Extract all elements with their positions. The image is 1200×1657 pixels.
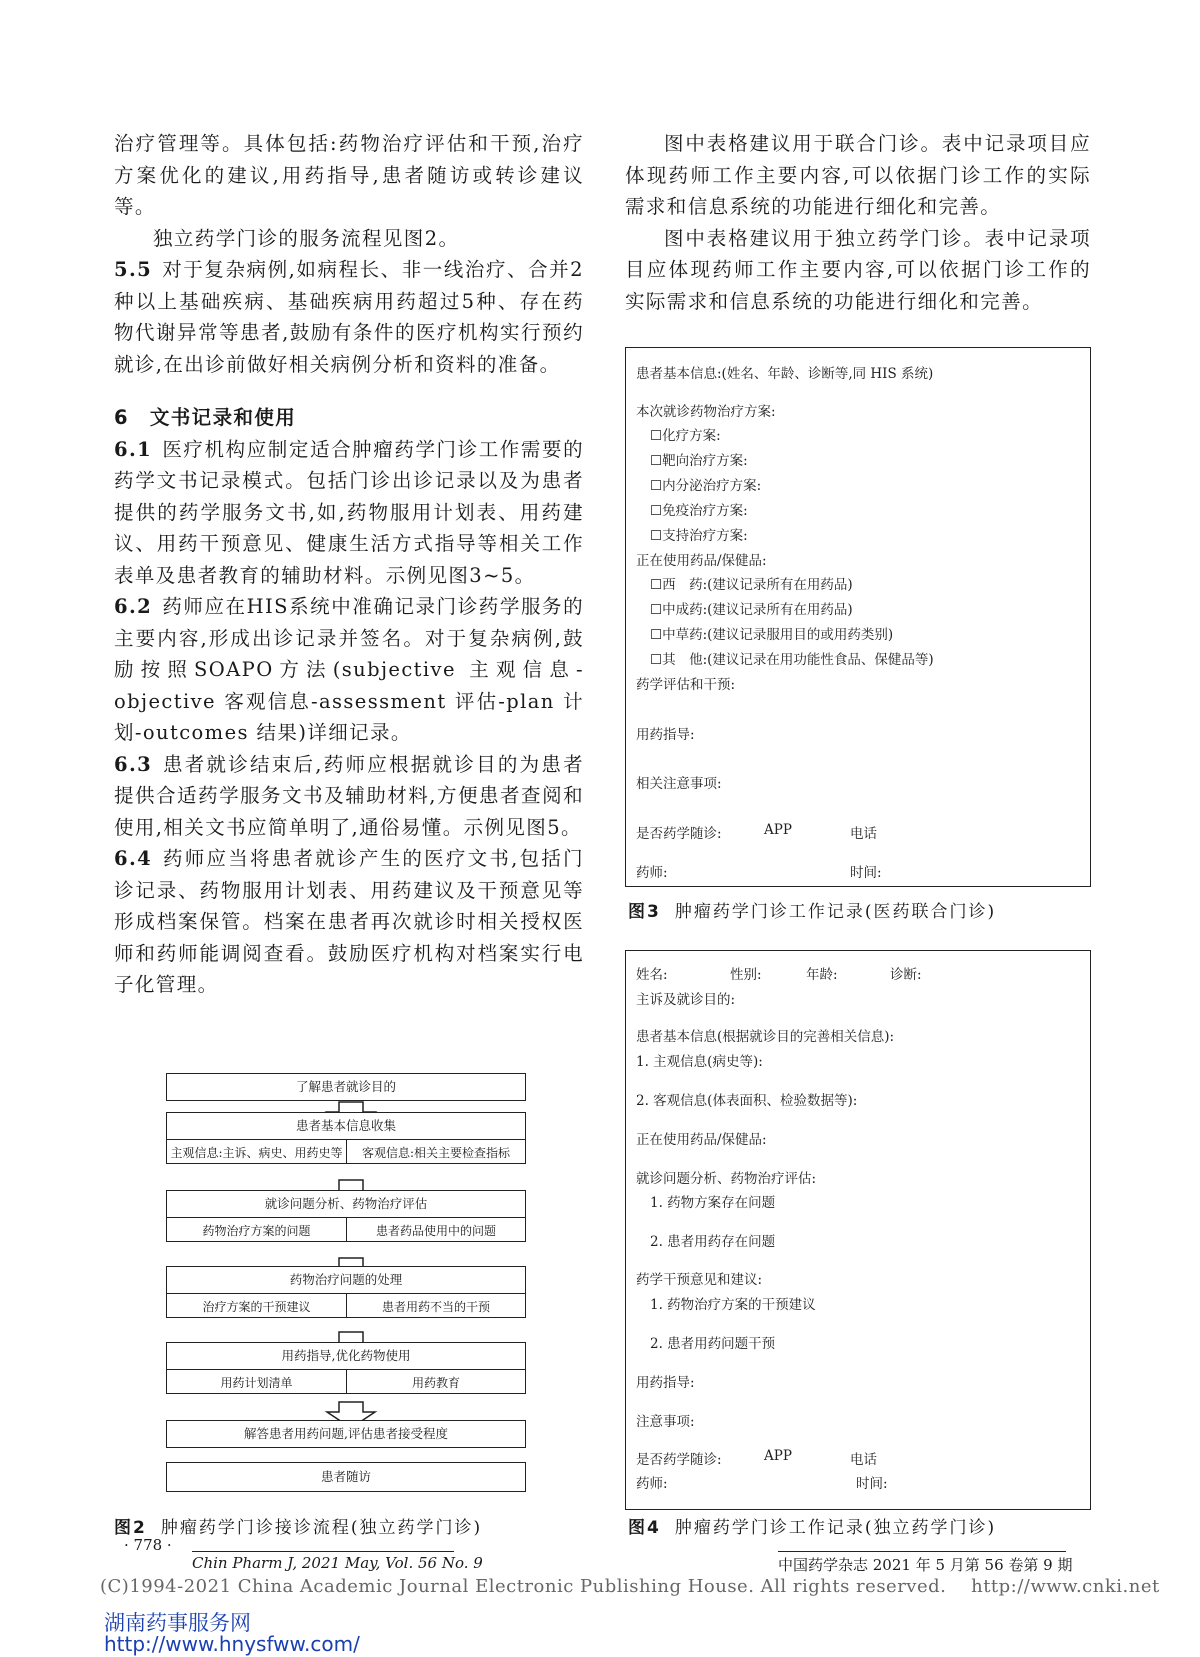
copyright-notice: (C)1994-2021 China Academic Journal Electronic Publishing House. All rights reserved. http://www.cnki.net: [100, 1576, 1160, 1597]
guidance-label: 用药指导:: [636, 1375, 695, 1391]
footer-journal-en: Chin Pharm J, 2021 May, Vol. 56 No. 9: [192, 1554, 483, 1572]
gender-label: 性别:: [730, 967, 762, 983]
drugs-label: 正在使用药品/保健品:: [636, 553, 767, 569]
section-number: 6.2: [114, 595, 153, 618]
intervention-item-2: 2. 患者用药问题干预: [650, 1336, 776, 1352]
flow-step-answer: 解答患者用药问题,评估患者接受程度: [166, 1420, 526, 1448]
paragraph: 独立药学门诊的服务流程见图2。: [153, 226, 460, 250]
pharmacist-label: 药师:: [636, 1476, 668, 1492]
pharmacist-label: 药师:: [636, 865, 668, 881]
paragraph-text: 药师应在HIS系统中准确记录门诊药学服务的主要内容,形成出诊记录并签名。对于复杂病例,鼓励按照SOAPO方法(subjective 主观信息-objective 客观信息-assessment 评估-plan 计划-outcomes 结果)详细记录。: [114, 595, 584, 744]
basic-info-label: 患者基本信息:(姓名、年龄、诊断等,同 HIS 系统): [636, 366, 934, 382]
footer-page-number: · 778 ·: [124, 1536, 172, 1554]
analysis-item-1: 1. 药物方案存在问题: [650, 1195, 776, 1211]
plan-label: 本次就诊药物治疗方案:: [636, 404, 776, 420]
objective-label: 2. 客观信息(体表面积、检验数据等):: [636, 1093, 858, 1109]
caption-number: 图2: [114, 1518, 147, 1538]
paragraph-text: 药师应当将患者就诊产生的医疗文书,包括门诊记录、药物服用计划表、用药建议及干预意见等形成档案保管。档案在患者再次就诊时相关授权医师和药师能调阅查看。鼓励医疗机构对档案实行电子化管理。: [114, 847, 584, 996]
followup-phone: 电话: [850, 826, 877, 842]
age-label: 年龄:: [806, 967, 838, 983]
followup-label: 是否药学随诊:: [636, 1452, 722, 1468]
flow-step-followup: 患者随访: [166, 1462, 526, 1492]
caption-number: 图3: [628, 902, 661, 922]
flow-step-info: 患者基本信息收集 主观信息:主诉、病史、用药史等 客观信息:相关主要检查指标: [166, 1112, 526, 1164]
site-url-link[interactable]: http://www.hnysfww.com/: [104, 1632, 360, 1656]
intervention-label: 药学干预意见和建议:: [636, 1272, 763, 1288]
notes-label: 注意事项:: [636, 1414, 695, 1430]
analysis-label: 就诊问题分析、药物治疗评估:: [636, 1171, 817, 1187]
paragraph-text: 对于复杂病例,如病程长、非一线治疗、合并2种以上基础疾病、基础疾病用药超过5种、存在药物代谢异常等患者,鼓励有条件的医疗机构实行预约就诊,在出诊前做好相关病例分析和资料的准备。: [114, 258, 584, 376]
plan-item-support: ☐支持治疗方案:: [650, 528, 748, 544]
subjective-label: 1. 主观信息(病史等):: [636, 1054, 763, 1070]
guidance-label: 用药指导:: [636, 727, 695, 743]
time-label: 时间:: [850, 865, 882, 881]
paragraph-text: 医疗机构应制定适合肿瘤药学门诊工作需要的药学文书记录模式。包括门诊出诊记录以及为患者提供的药学服务文书,如,药物服用计划表、用药建议、用药干预意见、健康生活方式指导等相关工作表单及患者教育的辅助材料。示例见图3~5。: [114, 437, 584, 587]
complaint-label: 主诉及就诊目的:: [636, 992, 736, 1008]
paragraph: 图中表格建议用于联合门诊。表中记录项目应体现药师工作主要内容,可以依据门诊工作的实际需求和信息系统的功能进行细化和完善。: [625, 132, 1091, 218]
section-heading: 6 文书记录和使用: [114, 406, 297, 429]
followup-label: 是否药学随诊:: [636, 826, 722, 842]
paragraph: 治疗管理等。具体包括:药物治疗评估和干预,治疗方案优化的建议,用药指导,患者随访或转诊建议等。: [114, 132, 584, 218]
caption-text: 肿瘤药学门诊工作记录(独立药学门诊): [674, 1518, 997, 1538]
diagnosis-label: 诊断:: [890, 967, 922, 983]
drug-item-other: ☐其 他:(建议记录在用功能性食品、保健品等): [650, 652, 934, 668]
drug-item-herbal: ☐中草药:(建议记录服用目的或用药类别): [650, 627, 894, 643]
drug-item-patent: ☐中成药:(建议记录所有在用药品): [650, 602, 853, 618]
flow-step-guidance: 用药指导,优化药物使用 用药计划清单 用药教育: [166, 1342, 526, 1394]
flow-step-analysis: 就诊问题分析、药物治疗评估 药物治疗方案的问题 患者药品使用中的问题: [166, 1190, 526, 1242]
footer-journal-cn: 中国药学杂志 2021 年 5 月第 56 卷第 9 期: [778, 1556, 1073, 1574]
plan-item-targeted: ☐靶向治疗方案:: [650, 453, 748, 469]
flow-step-handling: 药物治疗问题的处理 治疗方案的干预建议 患者用药不当的干预: [166, 1266, 526, 1318]
plan-item-endocrine: ☐内分泌治疗方案:: [650, 478, 762, 494]
plan-item-immune: ☐免疫治疗方案:: [650, 503, 748, 519]
basic-info-label: 患者基本信息(根据就诊目的完善相关信息):: [636, 1029, 895, 1045]
footer-rule-right: [778, 1551, 1066, 1552]
followup-app: APP: [764, 1448, 792, 1464]
caption-text: 肿瘤药学门诊工作记录(医药联合门诊): [674, 902, 997, 922]
flow-step-purpose: 了解患者就诊目的: [166, 1073, 526, 1101]
followup-phone: 电话: [850, 1452, 877, 1468]
paragraph: 图中表格建议用于独立药学门诊。表中记录项目应体现药师工作主要内容,可以依据门诊工作的实际需求和信息系统的功能进行细化和完善。: [625, 226, 1091, 313]
drugs-label: 正在使用药品/保健品:: [636, 1132, 767, 1148]
section-number: 6.3: [114, 752, 153, 776]
time-label: 时间:: [856, 1476, 888, 1492]
followup-app: APP: [764, 822, 792, 838]
caption-number: 图4: [628, 1518, 661, 1538]
figure-2-caption: [114, 1513, 482, 1538]
section-number: 6.1: [114, 437, 153, 461]
footer-rule-left: [192, 1551, 454, 1552]
section-number: 6.4: [114, 847, 153, 870]
drug-item-western: ☐西 药:(建议记录所有在用药品): [650, 577, 853, 593]
site-name-link[interactable]: 湖南药事服务网: [104, 1611, 251, 1635]
paragraph-text: 患者就诊结束后,药师应根据就诊目的为患者提供合适药学服务文书及辅助材料,方便患者查阅和使用,相关文书应简单明了,通俗易懂。示例见图5。: [114, 752, 584, 839]
name-label: 姓名:: [636, 967, 668, 983]
notes-label: 相关注意事项:: [636, 776, 722, 792]
analysis-item-2: 2. 患者用药存在问题: [650, 1234, 776, 1250]
caption-text: 肿瘤药学门诊接诊流程(独立药学门诊): [160, 1518, 483, 1538]
section-number: 5.5: [114, 258, 153, 281]
plan-item-chemo: ☐化疗方案:: [650, 428, 721, 444]
assessment-label: 药学评估和干预:: [636, 677, 736, 693]
intervention-item-1: 1. 药物治疗方案的干预建议: [650, 1297, 816, 1313]
